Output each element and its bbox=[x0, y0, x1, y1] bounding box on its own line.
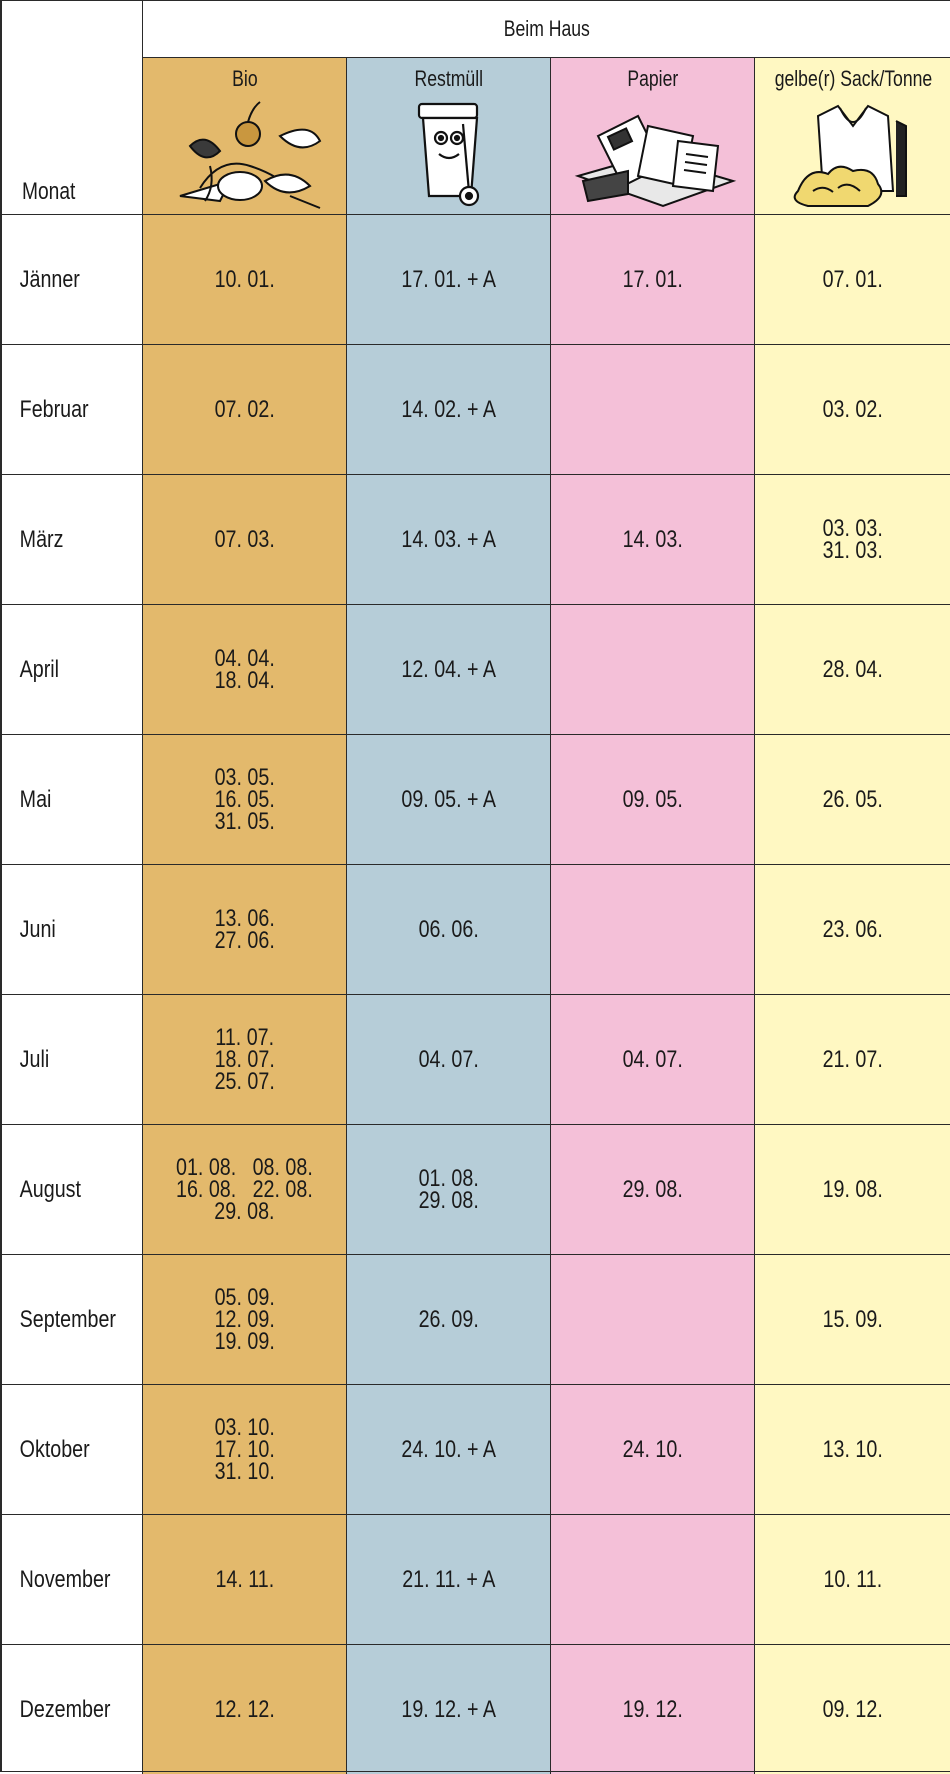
restmuell-date-cell-text: 09. 05. + A bbox=[401, 785, 496, 813]
bio-date-cell-text: 07. 02. bbox=[214, 395, 275, 423]
group-header bbox=[142, 0, 950, 58]
bio-date-cell bbox=[142, 604, 346, 734]
gelber-sack-date-cell bbox=[754, 994, 950, 1124]
table-row bbox=[0, 1514, 950, 1644]
bio-date-cell bbox=[142, 1384, 346, 1514]
restmuell-column-header bbox=[346, 58, 550, 214]
gelber-sack-date-cell bbox=[754, 1514, 950, 1644]
month-cell bbox=[0, 864, 142, 994]
month-cell bbox=[0, 1384, 142, 1514]
gelber-sack-date-cell-text: 28. 04. bbox=[822, 655, 883, 683]
month-cell bbox=[0, 994, 142, 1124]
table-row bbox=[0, 864, 950, 994]
table-row bbox=[0, 214, 950, 344]
month-label: August bbox=[19, 1175, 81, 1203]
month-label: Februar bbox=[19, 395, 89, 423]
papier-column-header bbox=[550, 58, 754, 214]
bio-date-cell bbox=[142, 734, 346, 864]
restmuell-date-cell bbox=[346, 1254, 550, 1384]
month-header-label: Monat bbox=[22, 178, 76, 205]
bio-date-cell bbox=[142, 1124, 346, 1254]
bio-date-cell-text: 07. 03. bbox=[214, 525, 275, 553]
month-label: Oktober bbox=[19, 1435, 90, 1463]
restmuell-date-cell bbox=[346, 1124, 550, 1254]
papier-date-cell bbox=[550, 1514, 754, 1644]
month-cell bbox=[0, 1254, 142, 1384]
restmuell-date-cell-text: 21. 11. + A bbox=[401, 1565, 496, 1593]
restmuell-date-cell-text: 19. 12. + A bbox=[401, 1695, 496, 1723]
gelber-sack-column-header bbox=[754, 58, 950, 214]
table-row bbox=[0, 474, 950, 604]
bio-date-cell-text: 03. 10. 17. 10. 31. 10. bbox=[214, 1413, 275, 1485]
month-label: Dezember bbox=[19, 1695, 111, 1723]
table-row bbox=[0, 734, 950, 864]
bio-date-cell-text: 12. 12. bbox=[214, 1695, 275, 1723]
restmuell-date-cell-text: 06. 06. bbox=[418, 915, 479, 943]
bio-date-cell bbox=[142, 1254, 346, 1384]
bio-date-cell-text: 01. 08. 08. 08. 16. 08. 22. 08. 29. 08. bbox=[176, 1153, 313, 1225]
restmuell-date-cell-text: 04. 07. bbox=[418, 1045, 479, 1073]
bio-column-header bbox=[142, 58, 346, 214]
month-cell bbox=[0, 344, 142, 474]
restmuell-date-cell-text: 17. 01. + A bbox=[401, 265, 496, 293]
bio-date-cell bbox=[142, 1514, 346, 1644]
bio-date-cell bbox=[142, 994, 346, 1124]
restmuell-date-cell-text: 24. 10. + A bbox=[401, 1435, 496, 1463]
group-header-label: Beim Haus bbox=[503, 16, 590, 41]
bio-date-cell-text: 04. 04. 18. 04. bbox=[214, 644, 275, 694]
gelber-sack-date-cell-text: 19. 08. bbox=[822, 1175, 883, 1203]
restmuell-date-cell-text: 14. 03. + A bbox=[401, 525, 496, 553]
papier-date-cell bbox=[550, 344, 754, 474]
month-cell bbox=[0, 604, 142, 734]
papier-date-cell bbox=[550, 1644, 754, 1774]
table-row bbox=[0, 1384, 950, 1514]
gelber-sack-date-cell bbox=[754, 864, 950, 994]
bio-header-label: Bio bbox=[231, 66, 258, 91]
papier-date-cell bbox=[550, 994, 754, 1124]
table-row bbox=[0, 344, 950, 474]
gelber-sack-date-cell-text: 21. 07. bbox=[822, 1045, 883, 1073]
month-cell bbox=[0, 1514, 142, 1644]
month-cell bbox=[0, 214, 142, 344]
papier-date-cell bbox=[550, 474, 754, 604]
table-row bbox=[0, 994, 950, 1124]
gelber-sack-date-cell-text: 07. 01. bbox=[822, 265, 883, 293]
month-cell bbox=[0, 474, 142, 604]
bio-date-cell-text: 14. 11. bbox=[215, 1565, 274, 1593]
gelber-sack-date-cell-text: 13. 10. bbox=[822, 1435, 883, 1463]
gelber-sack-date-cell bbox=[754, 344, 950, 474]
month-cell bbox=[0, 1124, 142, 1254]
month-label: April bbox=[19, 655, 60, 683]
papier-date-cell bbox=[550, 1254, 754, 1384]
gelber-sack-date-cell bbox=[754, 1254, 950, 1384]
bio-date-cell-text: 13. 06. 27. 06. bbox=[214, 904, 275, 954]
trash-bin-icon bbox=[399, 96, 499, 211]
restmuell-header-label: Restmüll bbox=[414, 66, 483, 91]
papier-date-cell-text: 29. 08. bbox=[622, 1175, 683, 1203]
bio-date-cell bbox=[142, 864, 346, 994]
papier-date-cell bbox=[550, 1124, 754, 1254]
restmuell-date-cell bbox=[346, 214, 550, 344]
gelber-sack-date-cell bbox=[754, 474, 950, 604]
restmuell-date-cell bbox=[346, 344, 550, 474]
restmuell-date-cell bbox=[346, 734, 550, 864]
papier-date-cell-text: 09. 05. bbox=[622, 785, 683, 813]
bio-date-cell bbox=[142, 1644, 346, 1774]
gelber-sack-date-cell bbox=[754, 214, 950, 344]
month-cell bbox=[0, 1644, 142, 1774]
bio-date-cell bbox=[142, 214, 346, 344]
papier-date-cell-text: 04. 07. bbox=[622, 1045, 683, 1073]
gelber-sack-date-cell-text: 26. 05. bbox=[822, 785, 883, 813]
month-column-header bbox=[0, 0, 142, 214]
month-label: Juni bbox=[19, 915, 56, 943]
restmuell-date-cell bbox=[346, 1514, 550, 1644]
paper-stack-icon bbox=[568, 96, 738, 211]
bio-date-cell bbox=[142, 344, 346, 474]
restmuell-date-cell bbox=[346, 994, 550, 1124]
gelber-sack-date-cell bbox=[754, 1124, 950, 1254]
restmuell-date-cell bbox=[346, 864, 550, 994]
table-row bbox=[0, 1644, 950, 1774]
gelber-sack-date-cell bbox=[754, 1644, 950, 1774]
month-label: November bbox=[19, 1565, 111, 1593]
restmuell-date-cell bbox=[346, 604, 550, 734]
gelber-sack-date-cell-text: 10. 11. bbox=[823, 1565, 882, 1593]
papier-date-cell-text: 17. 01. bbox=[622, 265, 683, 293]
restmuell-date-cell-text: 26. 09. bbox=[418, 1305, 479, 1333]
bio-date-cell-text: 03. 05. 16. 05. 31. 05. bbox=[214, 763, 275, 835]
bio-waste-icon bbox=[160, 96, 330, 211]
month-label: März bbox=[19, 525, 64, 553]
papier-date-cell-text: 19. 12. bbox=[622, 1695, 683, 1723]
month-label: Jänner bbox=[19, 265, 80, 293]
papier-date-cell-text: 24. 10. bbox=[622, 1435, 683, 1463]
bio-date-cell-text: 05. 09. 12. 09. 19. 09. bbox=[214, 1283, 275, 1355]
gelber-sack-date-cell-text: 23. 06. bbox=[822, 915, 883, 943]
gelber-sack-date-cell bbox=[754, 734, 950, 864]
gelber-sack-header-label: gelbe(r) Sack/Tonne bbox=[774, 66, 933, 91]
restmuell-date-cell-text: 14. 02. + A bbox=[401, 395, 496, 423]
yellow-bag-icon bbox=[778, 96, 928, 211]
papier-header-label: Papier bbox=[627, 66, 678, 91]
bio-date-cell bbox=[142, 474, 346, 604]
gelber-sack-date-cell bbox=[754, 1384, 950, 1514]
gelber-sack-date-cell bbox=[754, 604, 950, 734]
restmuell-date-cell-text: 01. 08. 29. 08. bbox=[418, 1164, 479, 1214]
papier-date-cell bbox=[550, 864, 754, 994]
papier-date-cell bbox=[550, 214, 754, 344]
table-row bbox=[0, 1124, 950, 1254]
papier-date-cell bbox=[550, 734, 754, 864]
gelber-sack-date-cell-text: 03. 02. bbox=[822, 395, 883, 423]
papier-date-cell-text: 14. 03. bbox=[622, 525, 683, 553]
gelber-sack-date-cell-text: 03. 03. 31. 03. bbox=[822, 514, 883, 564]
gelber-sack-date-cell-text: 09. 12. bbox=[822, 1695, 883, 1723]
bio-date-cell-text: 10. 01. bbox=[214, 265, 275, 293]
month-label: Mai bbox=[19, 785, 52, 813]
papier-date-cell bbox=[550, 604, 754, 734]
restmuell-date-cell-text: 12. 04. + A bbox=[401, 655, 496, 683]
month-label: September bbox=[19, 1305, 116, 1333]
restmuell-date-cell bbox=[346, 1644, 550, 1774]
gelber-sack-date-cell-text: 15. 09. bbox=[822, 1305, 883, 1333]
restmuell-date-cell bbox=[346, 474, 550, 604]
month-cell bbox=[0, 734, 142, 864]
bio-date-cell-text: 11. 07. 18. 07. 25. 07. bbox=[214, 1023, 275, 1095]
restmuell-date-cell bbox=[346, 1384, 550, 1514]
table-row bbox=[0, 1254, 950, 1384]
table-row bbox=[0, 604, 950, 734]
papier-date-cell bbox=[550, 1384, 754, 1514]
month-label: Juli bbox=[19, 1045, 50, 1073]
